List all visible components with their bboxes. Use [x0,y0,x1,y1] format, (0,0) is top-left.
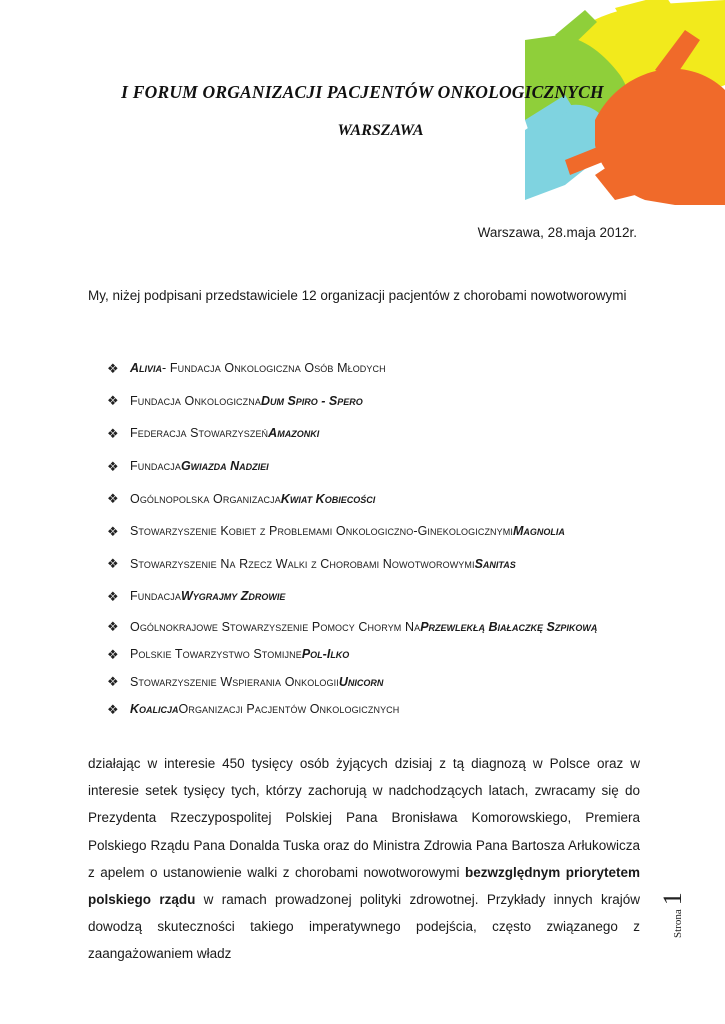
list-item: ❖ Ogólnokrajowe Stowarzyszenie Pomocy Chorym Na Przewlekłą Białaczkę Szpikową [107,619,598,634]
list-item: ❖ Federacja Stowarzyszeń Amazonki [107,425,320,441]
page-number-label [658,892,688,938]
appeal-text-part1: działając w interesie 450 tysięcy osób żyjących dzisiaj z tą diagnozą w Polsce oraz w interesie setek tysięcy tych, którzy zachorują w nadchodzących latach, zwracamy się do Prezydenta Rzeczypospolitej Polskiej Pana Bronisława Komorowskiego, Premiera Polskiego Rządu Pana Donalda Tuska oraz do Ministra Zdrowia Pana Bartosza Arłukowicza z apelem o ustanowienie walki z chorobami nowotworowymi [88,756,640,880]
list-item: ❖ Stowarzyszenie Kobiet z Problemami Onkologiczno-Ginekologicznymi Magnolia [107,523,565,539]
diamond-bullet-icon: ❖ [107,523,119,539]
diamond-bullet-icon: ❖ [107,425,119,441]
diamond-bullet-icon: ❖ [107,491,119,507]
page-label: Strona [672,909,684,938]
appeal-paragraph [88,750,640,968]
diamond-bullet-icon: ❖ [107,646,119,662]
list-item: ❖ Stowarzyszenie Wspierania Onkologii Unicorn [107,674,384,689]
list-item: ❖ Alivia - Fundacja Onkologiczna Osób Młodych [107,360,386,376]
forum-city: WARSZAWA [337,122,424,139]
appeal-text-part2: w ramach prowadzonej polityki zdrowotnej. Przykłady innych krajów dowodzą skuteczności takiego imperatywnego podejścia, często związanego z zaangażowaniem władz [88,892,640,962]
list-item: ❖ Koalicja Organizacji Pacjentów Onkologicznych [107,701,400,717]
diamond-bullet-icon: ❖ [107,619,119,634]
list-item: ❖ Ogólnopolska Organizacja Kwiat Kobiecości [107,491,376,507]
diamond-bullet-icon: ❖ [107,674,119,689]
list-item: ❖ Polskie Towarzystwo Stomijne Pol-Ilko [107,646,350,662]
organization-list [107,352,597,723]
intro-paragraph: My, niżej podpisani przedstawiciele 12 organizacji pacjentów z chorobami nowotworowymi [88,288,627,303]
page-number: 1 [658,892,687,906]
document-date: Warszawa, 28.maja 2012r. [477,225,637,240]
list-item: ❖ Fundacja Onkologiczna Dum Spiro - Spero [107,393,363,409]
page-footer [658,880,688,940]
diamond-bullet-icon: ❖ [107,701,119,717]
forum-title: I FORUM ORGANIZACJI PACJENTÓW ONKOLOGICZNYCH [121,82,604,102]
list-item: ❖ Fundacja Gwiazda Nadziei [107,458,269,474]
list-item: ❖ Stowarzyszenie Na Rzecz Walki z Chorobami Nowotworowymi Sanitas [107,556,516,572]
appeal-bold-text: bezwzględnym priorytetem polskiego rządu [88,864,640,908]
diamond-bullet-icon: ❖ [107,458,119,474]
diamond-bullet-icon: ❖ [107,393,119,409]
diamond-bullet-icon: ❖ [107,360,119,376]
list-item: ❖ Fundacja Wygrajmy Zdrowie [107,588,286,604]
diamond-bullet-icon: ❖ [107,556,119,572]
diamond-bullet-icon: ❖ [107,588,119,604]
